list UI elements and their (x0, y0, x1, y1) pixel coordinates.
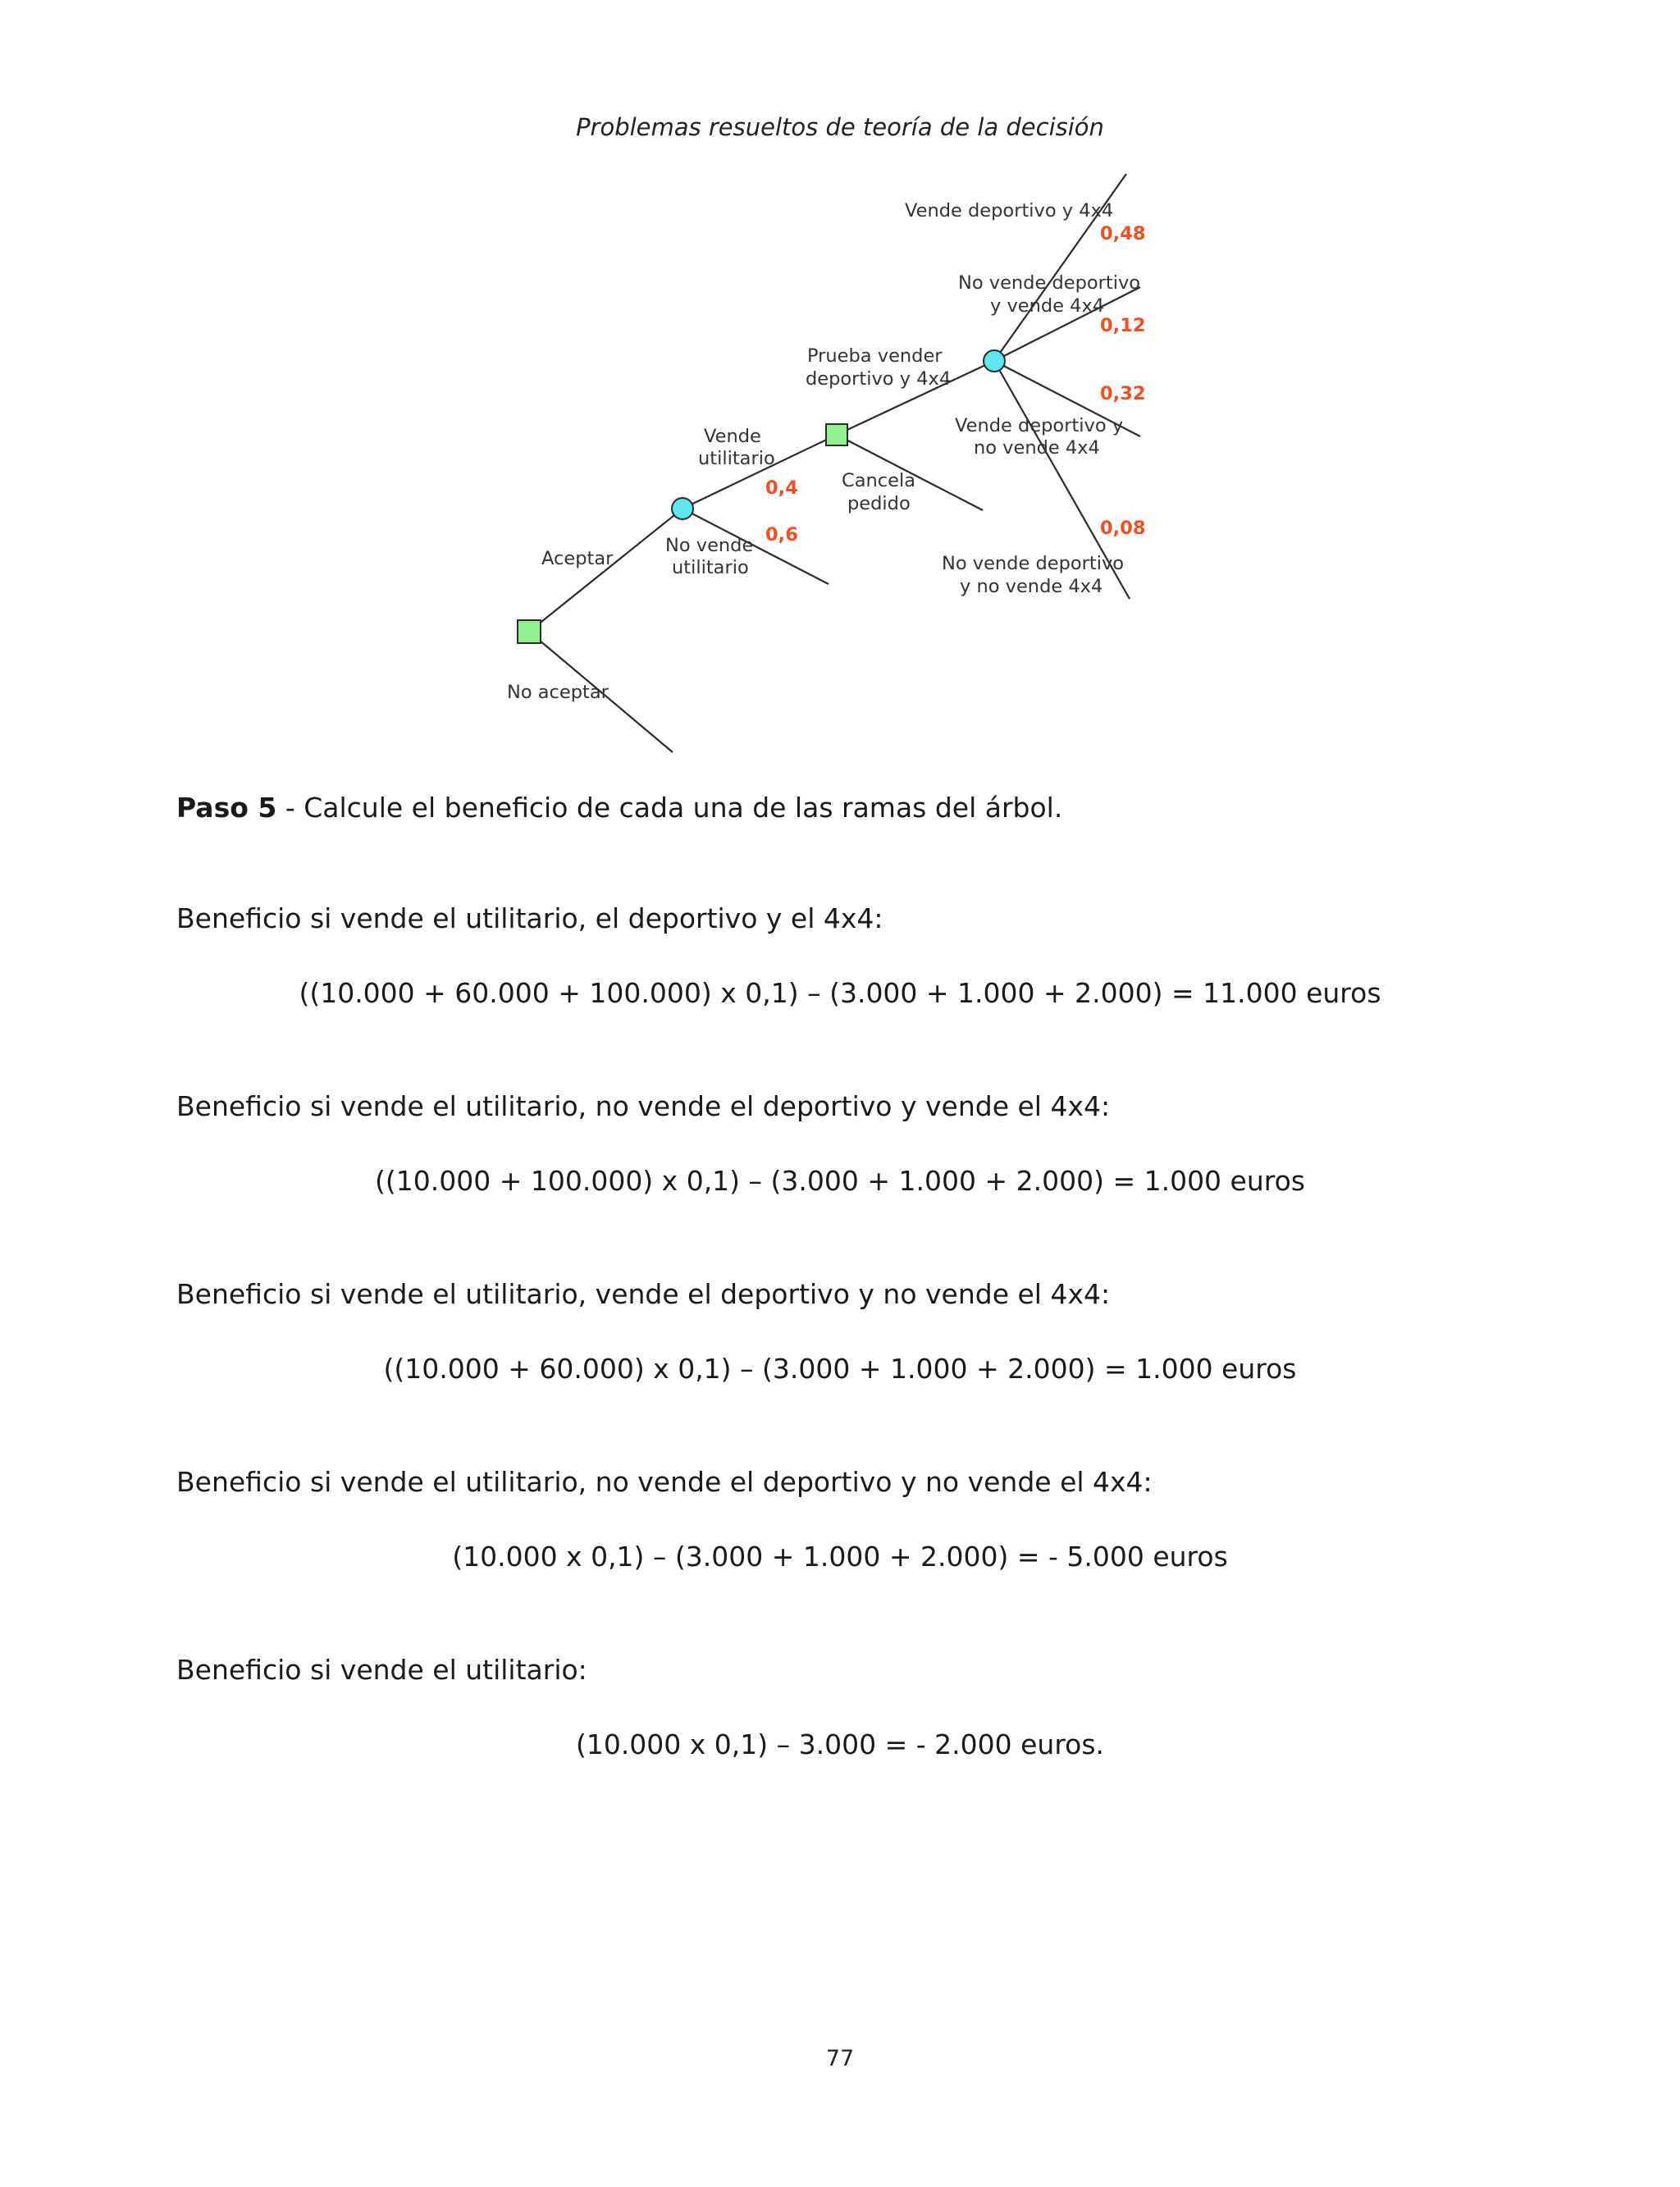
label-aceptar: Aceptar (541, 548, 614, 569)
prob-outcome-1: 0,48 (1100, 223, 1146, 244)
label-no-vende-utilitario-2: utilitario (672, 557, 749, 578)
label-outcome-2-1: No vende deportivo (958, 272, 1141, 294)
label-outcome-4-2: y no vende 4x4 (960, 576, 1103, 597)
label-cancela-1: Cancela (842, 470, 916, 491)
chance-node-utilitario (672, 498, 693, 519)
benefit-label-5: Beneficio si vende el utilitario: (176, 1654, 587, 1686)
benefit-label-1: Beneficio si vende el utilitario, el deportivo y el 4x4: (176, 902, 883, 934)
label-outcome-4-1: No vende deportivo (942, 553, 1125, 574)
branch-aceptar (529, 509, 682, 632)
label-vende-utilitario-2: utilitario (698, 448, 775, 469)
running-header: Problemas resueltos de teoría de la decisión (576, 113, 1104, 141)
benefit-label-4: Beneficio si vende el utilitario, no vende el deportivo y no vende el 4x4: (176, 1466, 1153, 1498)
label-outcome-2-2: y vende 4x4 (990, 295, 1105, 317)
decision-node-prueba (826, 424, 847, 445)
label-prueba-2: deportivo y 4x4 (806, 368, 952, 390)
benefit-formula-5: (10.000 x 0,1) – 3.000 = - 2.000 euros. (575, 1728, 1105, 1760)
benefit-formula-4: (10.000 x 0,1) – (3.000 + 1.000 + 2.000) = - 5.000 euros (452, 1541, 1228, 1573)
step-label: Paso 5 (176, 792, 277, 824)
step-instruction: - Calcule el beneficio de cada una de las ramas del árbol. (276, 792, 1063, 824)
prob-outcome-3: 0,32 (1100, 383, 1146, 404)
label-no-vende-utilitario-1: No vende (665, 535, 754, 556)
page-number: 77 (825, 2046, 855, 2071)
label-outcome-3-1: Vende deportivo y (955, 415, 1124, 436)
benefit-formula-2: ((10.000 + 100.000) x 0,1) – (3.000 + 1.000 + 2.000) = 1.000 euros (375, 1165, 1305, 1197)
benefit-label-3: Beneficio si vende el utilitario, vende el deportivo y no vende el 4x4: (176, 1278, 1111, 1310)
label-outcome-1: Vende deportivo y 4x4 (905, 200, 1114, 221)
prob-outcome-2: 0,12 (1100, 315, 1146, 336)
chance-node-deportivo-4x4 (984, 350, 1005, 372)
label-prueba-1: Prueba vender (807, 345, 943, 367)
step-heading (176, 792, 1062, 824)
label-cancela-2: pedido (847, 493, 911, 514)
decision-tree (0, 0, 1680, 771)
benefit-formula-1: ((10.000 + 60.000 + 100.000) x 0,1) – (3.000 + 1.000 + 2.000) = 11.000 euros (299, 977, 1381, 1009)
prob-no-vende-utilitario: 0,6 (765, 524, 798, 546)
decision-node-aceptar (518, 620, 541, 643)
benefit-formula-3: ((10.000 + 60.000) x 0,1) – (3.000 + 1.000 + 2.000) = 1.000 euros (383, 1353, 1297, 1385)
prob-outcome-4: 0,08 (1100, 518, 1146, 539)
prob-vende-utilitario: 0,4 (765, 477, 798, 499)
label-no-aceptar: No aceptar (507, 682, 609, 703)
label-vende-utilitario-1: Vende (704, 426, 761, 447)
label-outcome-3-2: no vende 4x4 (974, 437, 1100, 459)
benefit-label-2: Beneficio si vende el utilitario, no vende el deportivo y vende el 4x4: (176, 1090, 1111, 1122)
